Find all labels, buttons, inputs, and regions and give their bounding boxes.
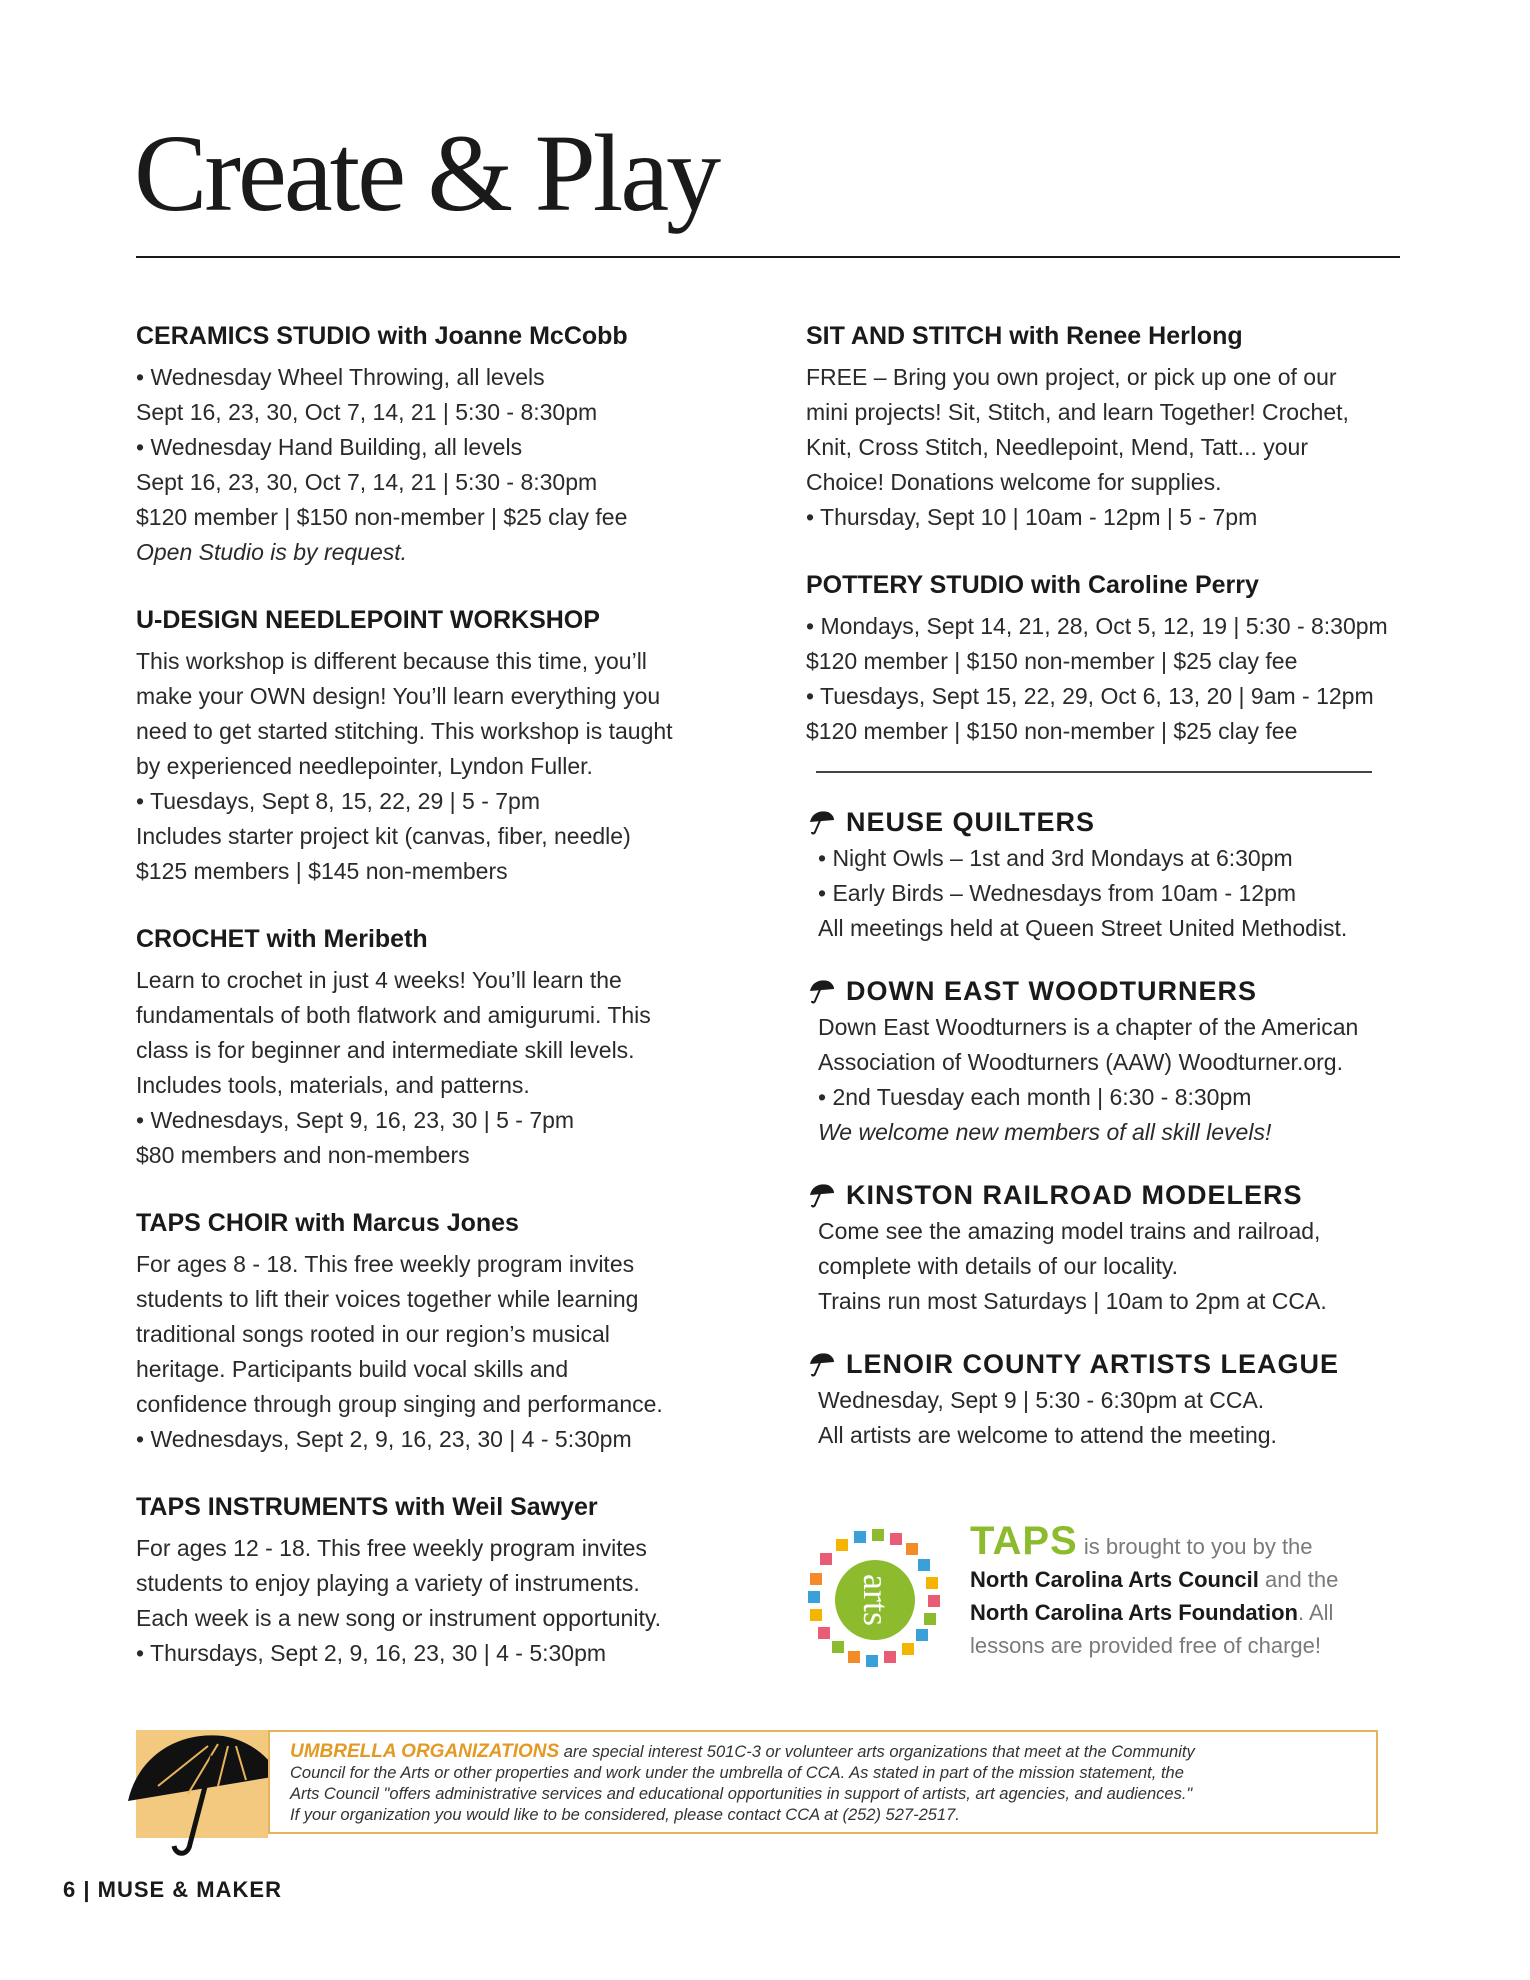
section-line: traditional songs rooted in our region’s musical bbox=[136, 1321, 610, 1347]
section-note: Open Studio is by request. bbox=[136, 539, 408, 565]
page-footer: 6 | MUSE & MAKER bbox=[63, 1877, 282, 1902]
section-line: class is for beginner and intermediate skill levels. bbox=[136, 1037, 635, 1063]
section-line: Each week is a new song or instrument opportunity. bbox=[136, 1605, 662, 1631]
section-ceramics-studio bbox=[136, 318, 776, 570]
org-neuse-quilters bbox=[806, 803, 1446, 946]
section-line: Learn to crochet in just 4 weeks! You’ll learn the bbox=[136, 967, 622, 993]
section-line: • Wednesdays, Sept 9, 16, 23, 30 | 5 - 7pm bbox=[136, 1107, 575, 1133]
section-taps-choir bbox=[136, 1205, 776, 1457]
org-title: LENOIR COUNTY ARTISTS LEAGUE bbox=[808, 1345, 1446, 1383]
taps-credit-text: TAPS is brought to you by the North Carolina Arts Council and the North Carolina Arts Foundation. All lessons are provided free of charge! bbox=[970, 1519, 1339, 1658]
section-line: For ages 8 - 18. This free weekly program invites bbox=[136, 1251, 635, 1277]
section-title: TAPS INSTRUMENTS with Weil Sawyer bbox=[136, 1493, 598, 1521]
section-line: This workshop is different because this time, you’ll bbox=[136, 648, 647, 674]
org-line: Wednesday, Sept 9 | 5:30 - 6:30pm at CCA. bbox=[818, 1387, 1265, 1413]
arts-council-logo bbox=[800, 1525, 950, 1675]
org-line: Association of Woodturners (AAW) Woodturner.org. bbox=[818, 1049, 1343, 1075]
org-line: • Early Birds – Wednesdays from 10am - 12pm bbox=[818, 880, 1297, 906]
section-line: heritage. Participants build vocal skills and bbox=[136, 1356, 569, 1382]
section-needlepoint-workshop bbox=[136, 602, 776, 889]
section-crochet bbox=[136, 921, 776, 1173]
section-line: $125 members | $145 non-members bbox=[136, 858, 508, 884]
umbrella-icon bbox=[118, 1716, 288, 1866]
umbrella-icon bbox=[808, 1350, 836, 1378]
section-line: Choice! Donations welcome for supplies. bbox=[806, 469, 1222, 495]
section-line: fundamentals of both flatwork and amigurumi. This bbox=[136, 1002, 651, 1028]
section-line: • Mondays, Sept 14, 21, 28, Oct 5, 12, 19 | 5:30 - 8:30pm bbox=[806, 613, 1388, 639]
section-line: • Wednesday Wheel Throwing, all levels bbox=[136, 364, 545, 390]
org-line: • Night Owls – 1st and 3rd Mondays at 6:30pm bbox=[818, 845, 1293, 871]
org-down-east-woodturners bbox=[806, 972, 1446, 1150]
org-kinston-railroad-modelers bbox=[806, 1176, 1446, 1319]
right-column bbox=[806, 318, 1446, 1479]
section-line: • Thursday, Sept 10 | 10am - 12pm | 5 - 7pm bbox=[806, 504, 1258, 530]
section-title: TAPS CHOIR with Marcus Jones bbox=[136, 1209, 519, 1237]
section-line: • Wednesday Hand Building, all levels bbox=[136, 434, 523, 460]
org-lenoir-county-artists-league bbox=[806, 1345, 1446, 1453]
section-line: • Thursdays, Sept 2, 9, 16, 23, 30 | 4 - 5:30pm bbox=[136, 1640, 607, 1666]
section-sit-and-stitch bbox=[806, 318, 1446, 535]
taps-credits bbox=[800, 1519, 1420, 1695]
section-line: students to lift their voices together while learning bbox=[136, 1286, 639, 1312]
left-column bbox=[136, 318, 776, 1703]
org-line: All artists are welcome to attend the meeting. bbox=[818, 1422, 1277, 1448]
section-taps-instruments bbox=[136, 1489, 776, 1671]
section-line: FREE – Bring you own project, or pick up one of our bbox=[806, 364, 1337, 390]
section-line: by experienced needlepointer, Lyndon Fuller. bbox=[136, 753, 593, 779]
umbrella-text: UMBRELLA ORGANIZATIONS are special interest 501C-3 or volunteer arts organizations that meet at the Community Council for the Arts or other properties and work under the umbrella of CCA. As stated in part of the mission statement, the Arts Council "offers administrative services and educational opportunities in support of artists, art agencies, and audiences." If your organization you would like to be considered, please contact CCA at (252) 527-2517. bbox=[268, 1730, 1378, 1834]
umbrella-heading: UMBRELLA ORGANIZATIONS bbox=[290, 1741, 560, 1762]
umbrella-organizations-note bbox=[136, 1730, 1384, 1838]
section-line: For ages 12 - 18. This free weekly program invites bbox=[136, 1535, 647, 1561]
section-line: Sept 16, 23, 30, Oct 7, 14, 21 | 5:30 - 8:30pm bbox=[136, 469, 598, 495]
title-divider bbox=[136, 256, 1400, 258]
section-title: SIT AND STITCH with Renee Herlong bbox=[806, 322, 1243, 350]
section-pottery-studio bbox=[806, 567, 1446, 749]
org-title: KINSTON RAILROAD MODELERS bbox=[808, 1176, 1446, 1214]
section-line: Includes starter project kit (canvas, fiber, needle) bbox=[136, 823, 631, 849]
org-line: complete with details of our locality. bbox=[818, 1253, 1179, 1279]
org-title: NEUSE QUILTERS bbox=[808, 803, 1446, 841]
taps-wordmark: TAPS bbox=[970, 1519, 1078, 1563]
umbrella-icon bbox=[808, 977, 836, 1005]
org-note: We welcome new members of all skill levels! bbox=[818, 1119, 1272, 1145]
svg-text:arts: arts bbox=[856, 1574, 896, 1626]
section-line: make your OWN design! You’ll learn everything you bbox=[136, 683, 661, 709]
section-title: CERAMICS STUDIO with Joanne McCobb bbox=[136, 322, 628, 350]
org-line: All meetings held at Queen Street United Methodist. bbox=[818, 915, 1348, 941]
section-line: $120 member | $150 non-member | $25 clay fee bbox=[806, 718, 1298, 744]
page-title: Create & Play bbox=[134, 112, 719, 234]
section-line: $120 member | $150 non-member | $25 clay fee bbox=[806, 648, 1298, 674]
section-line: mini projects! Sit, Stitch, and learn Together! Crochet, bbox=[806, 399, 1349, 425]
org-line: Trains run most Saturdays | 10am to 2pm at CCA. bbox=[818, 1288, 1327, 1314]
umbrella-icon bbox=[808, 808, 836, 836]
org-line: • 2nd Tuesday each month | 6:30 - 8:30pm bbox=[818, 1084, 1252, 1110]
section-line: • Wednesdays, Sept 2, 9, 16, 23, 30 | 4 - 5:30pm bbox=[136, 1426, 632, 1452]
org-line: Down East Woodturners is a chapter of the American bbox=[818, 1014, 1359, 1040]
section-line: $120 member | $150 non-member | $25 clay fee bbox=[136, 504, 628, 530]
section-line: $80 members and non-members bbox=[136, 1142, 470, 1168]
section-line: Includes tools, materials, and patterns. bbox=[136, 1072, 530, 1098]
section-line: Sept 16, 23, 30, Oct 7, 14, 21 | 5:30 - 8:30pm bbox=[136, 399, 598, 425]
section-line: • Tuesdays, Sept 15, 22, 29, Oct 6, 13, 20 | 9am - 12pm bbox=[806, 683, 1374, 709]
umbrella-icon bbox=[808, 1181, 836, 1209]
section-line: students to enjoy playing a variety of instruments. bbox=[136, 1570, 640, 1596]
section-line: Knit, Cross Stitch, Needlepoint, Mend, Tatt... your bbox=[806, 434, 1308, 460]
section-title: POTTERY STUDIO with Caroline Perry bbox=[806, 571, 1259, 599]
org-title: DOWN EAST WOODTURNERS bbox=[808, 972, 1446, 1010]
right-column-divider bbox=[816, 771, 1372, 773]
section-line: • Tuesdays, Sept 8, 15, 22, 29 | 5 - 7pm bbox=[136, 788, 540, 814]
section-title: U-DESIGN NEEDLEPOINT WORKSHOP bbox=[136, 606, 600, 634]
section-title: CROCHET with Meribeth bbox=[136, 925, 428, 953]
section-line: need to get started stitching. This workshop is taught bbox=[136, 718, 673, 744]
org-line: Come see the amazing model trains and railroad, bbox=[818, 1218, 1321, 1244]
section-line: confidence through group singing and performance. bbox=[136, 1391, 663, 1417]
